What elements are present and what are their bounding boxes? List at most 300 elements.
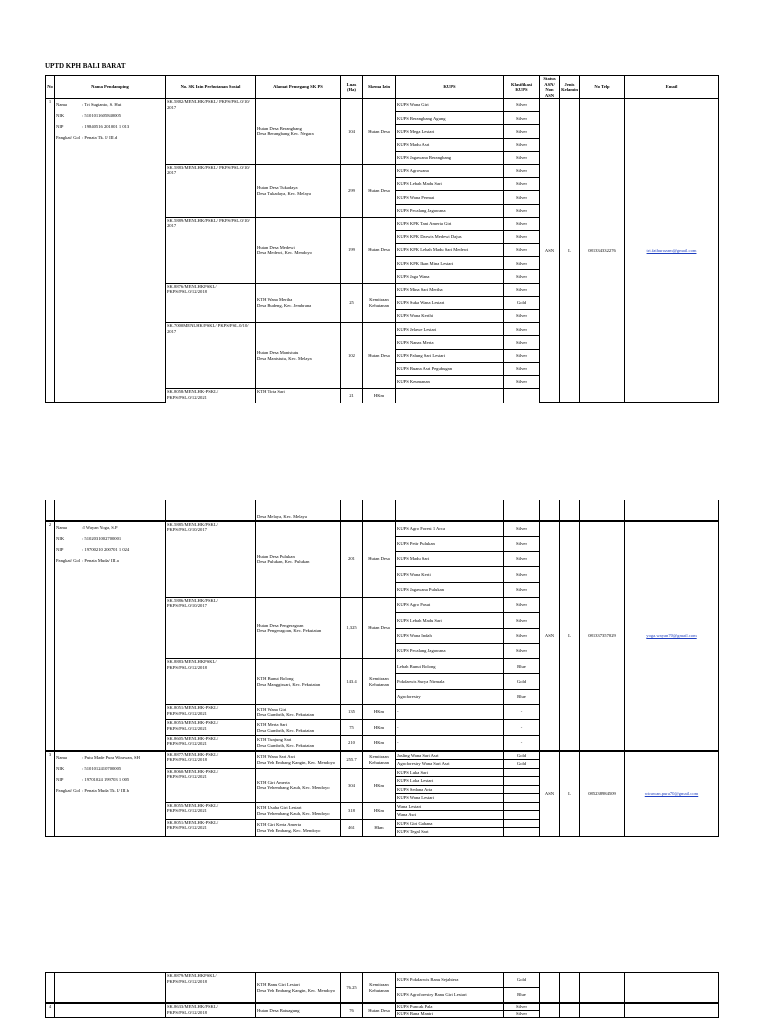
kups-class: Silver [504, 191, 540, 204]
kups-class: Blue [504, 659, 540, 674]
column-header: No Telp [580, 76, 625, 99]
row-number: 1 [46, 99, 55, 403]
header-row [46, 76, 719, 99]
kups-name: KUPS Buana Asri Pegubugan [396, 362, 504, 375]
kups-name: - [396, 735, 504, 750]
continuation-table [45, 500, 719, 521]
alamat-name: Hutan Desa Batuagung [257, 1007, 300, 1013]
kups-class: Silver [504, 99, 540, 112]
kups-class [504, 768, 540, 777]
alamat-desa: Desa Gumbrih, Kec. Pekutatan [257, 727, 315, 733]
kups-name: KUPS Nanas Merta [396, 336, 504, 349]
skema-cell: HKm [363, 389, 396, 403]
pendamping-cell [55, 973, 166, 1003]
skema-cell: Hutan Desa [363, 323, 396, 389]
kups-class: Silver [504, 151, 540, 164]
skema-cell: Kemitraan Kehutanan [363, 659, 396, 705]
column-header: No. SK Izin Perhutanan Sosial [166, 76, 256, 99]
luas-cell: 201 [341, 521, 363, 597]
sk-number: SK.8605/MENLHK-PSKL/ PKPS/PSL.0/12/2021 [166, 735, 256, 750]
phone-cell: 081334332276 [580, 99, 625, 403]
pendamping-line [56, 533, 164, 544]
phone-cell: 081337357029 [580, 521, 625, 750]
luas-cell: 1,325 [341, 597, 363, 658]
pendamping-label: NIP [56, 546, 64, 552]
kups-name: KUPS Tegal Sari [396, 828, 504, 837]
row-number: 2 [46, 521, 55, 750]
empty-cell [625, 500, 719, 520]
kups-name: KUPS KPK Darwis Medewi Dajus [396, 230, 504, 243]
sk-number: SK.8058/MENLHK-PSKL/ PKPS/PSL.0/12/2021 [166, 389, 256, 403]
kups-name: KUPS Wana Kerthi [396, 310, 504, 323]
skema-cell: Kemitraan Kehutanan [363, 973, 396, 1003]
luas-cell: 25 [341, 283, 363, 323]
alamat-name: KTH Banu Giri Lestari [257, 982, 300, 987]
kups-class: Blue [504, 689, 540, 704]
luas-cell: 299 [341, 164, 363, 217]
pendamping-cell [55, 521, 166, 750]
kups-name: KUPS KPK Ikan Mina Lestari [396, 257, 504, 270]
empty-cell [396, 500, 504, 520]
alamat-cell [256, 99, 341, 165]
empty-cell [341, 500, 363, 520]
kups-class: Gold [504, 296, 540, 309]
kups-class: Silver [504, 270, 540, 283]
status-cell: ASN [540, 99, 560, 403]
pendamping-label: Pangkat/ Gol [56, 557, 81, 563]
kups-name: KUPS Puncak Pala [396, 1004, 504, 1011]
pendamping-value: : Putu Made Pura Wirawan, SH [82, 754, 140, 760]
empty-cell [580, 500, 625, 520]
gender-cell: L [560, 99, 580, 403]
pendamping-label: Nama [56, 524, 67, 530]
alamat-cell [256, 735, 341, 750]
kups-name: KUPS Bana Mantri [396, 1011, 504, 1018]
alamat-cell [256, 164, 341, 217]
kups-table [45, 751, 719, 837]
empty-cell [504, 500, 540, 520]
kups-class: - [504, 720, 540, 735]
pendamping-line [56, 544, 164, 555]
alamat-desa: Desa Yeh Embang Kangin, Kec. Mendoyo [257, 759, 336, 765]
sk-number: SK.5889/MENLHK/PSKL/ PKPS/PSL.0/10/ 2017 [166, 217, 256, 283]
pendamping-info [56, 522, 164, 566]
alamat-name: KTH Wana Sari Asri [257, 754, 296, 760]
empty-cell [46, 500, 55, 520]
luas-cell: 143.4 [341, 659, 363, 705]
column-header: Nama Pendamping [55, 76, 166, 99]
sk-number: SK.8051/MENLHK-PSKL/ PKPS/PSL.0/12/2021 [166, 819, 256, 836]
kups-class: Silver [504, 375, 540, 388]
alamat-cell [256, 705, 341, 720]
sk-number: SK.8879/MENLHKPSKL/ PKPS/PSL.0/12/2018 [166, 973, 256, 1003]
kups-name: KUPS Lebah Madu Sari [396, 178, 504, 191]
email-cell [625, 973, 719, 1003]
pendamping-label: NIK [56, 113, 65, 119]
alamat-cell [256, 768, 341, 802]
alamat-name: KTH Tirta Sari [256, 389, 341, 403]
skema-cell: Hutan Desa [363, 99, 396, 165]
pendamping-label: Pangkat/ Gol [56, 788, 81, 793]
kups-class: Silver [504, 164, 540, 177]
table-row [46, 973, 719, 988]
email-cell [625, 751, 719, 836]
gender-cell [560, 973, 580, 1003]
pendamping-value: : 19700210 200701 1 024 [82, 546, 130, 552]
kups-name: Pokdarwis Surya Nirmala [396, 674, 504, 689]
column-header: KUPS [396, 76, 504, 99]
alamat-desa: Desa Tukadaya, Kec. Melaya [257, 190, 311, 196]
alamat-cell [256, 1004, 341, 1018]
pendamping-cell [55, 99, 166, 403]
alamat-cell [256, 659, 341, 705]
alamat-name: KTH Wana Giri [257, 706, 287, 712]
pendamping-label: Pangkat/ Gol [56, 135, 81, 141]
kups-name: KUPS Madu Asri [396, 138, 504, 151]
empty-cell [540, 500, 560, 520]
alamat-cell [256, 973, 341, 1003]
kups-name: KUPS Petir Pulukan [396, 536, 504, 551]
kups-class: Silver [504, 323, 540, 336]
kups-class: Silver [504, 178, 540, 191]
table-row [46, 1004, 719, 1011]
sk-number: SK.5882/MENLHK/PSKL/ PKPS/PSL.0/10/ 2017 [166, 99, 256, 165]
luas-cell: 76 [341, 1004, 363, 1018]
kups-class [504, 785, 540, 794]
alamat-desa: Desa Gumbrih, Kec. Pekutatan [257, 712, 315, 718]
pendamping-value: : Penata Muda Tk. I/ III.b [82, 788, 129, 793]
kups-name: KUPS Mina Sari Mertha [396, 283, 504, 296]
alamat-desa: Desa Yeh Embang, Kec. Mendoyo [257, 827, 321, 833]
table-row [46, 751, 719, 760]
status-cell: ASN [540, 751, 560, 836]
pendamping-line [56, 522, 164, 533]
pendamping-value: : Tri Sugianto, S. Hut [82, 102, 122, 107]
kups-name: KUPS Wana Giri [396, 99, 504, 112]
kups-class: Gold [504, 674, 540, 689]
empty-cell [166, 500, 256, 520]
column-header: Skema Izin [363, 76, 396, 99]
kups-class [504, 828, 540, 837]
kups-table [45, 972, 719, 1003]
kups-class: Silver [504, 613, 540, 628]
kups-class [504, 777, 540, 786]
alamat-desa: Desa Budeng, Kec. Jembrana [257, 302, 312, 308]
kups-name: KUPS Jaga Wana [396, 270, 504, 283]
kups-class: Silver [504, 310, 540, 323]
pendamping-line [56, 785, 164, 796]
alamat-cell [256, 802, 341, 819]
kups-name: Jasling Wana Sari Asri [396, 751, 504, 760]
kups-name: Agroforestry Wana Sari Asri [396, 760, 504, 769]
pendamping-value: : 19701024 199703 1 005 [82, 776, 130, 782]
kups-class: Silver [504, 643, 540, 658]
skema-cell: Hutan Desa [363, 521, 396, 597]
kups-class: Gold [504, 751, 540, 760]
column-header: Klasifikasi KUPS [504, 76, 540, 99]
kups-class: - [504, 735, 540, 750]
kups-class: Silver [504, 521, 540, 536]
kups-name: KUPS KPK Lebah Madu Sari Medewi [396, 244, 504, 257]
alamat-cell [256, 217, 341, 283]
gender-cell [560, 1004, 580, 1018]
column-header: Email [625, 76, 719, 99]
alamat-name: KTH Usaha Giri Lestari [257, 805, 302, 811]
table-row [46, 99, 719, 112]
kups-name: KUPS Pokdarwis Banu Sejahtera [396, 973, 504, 988]
kups-name: Wana Asri [396, 811, 504, 820]
skema-cell: HKm [363, 735, 396, 750]
kups-name: KUPS Palung Sari Lestari [396, 349, 504, 362]
alamat-cell [256, 720, 341, 735]
kups-name: KUPS Agroforestry Banu Giri Lestari [396, 988, 504, 1003]
alamat-cell [256, 819, 341, 836]
alamat-desa: Desa Yeh Embang Kangin, Kec. Mendoyo [257, 987, 336, 993]
table-row [46, 521, 719, 536]
alamat-cell [256, 597, 341, 658]
alamat-name: Hutan Desa Pulukan [257, 553, 295, 559]
pendamping-line [56, 774, 164, 785]
kups-class: Silver [504, 336, 540, 349]
pendamping-label: NIP [56, 776, 64, 782]
column-header: Luas (Ha) [341, 76, 363, 99]
kups-name: KUPS Jagawana Berangbang [396, 151, 504, 164]
pendamping-line [56, 110, 164, 121]
kups-name: KUPS Suka Wana Lestari [396, 296, 504, 309]
kups-class: Silver [504, 552, 540, 567]
continuation-row [46, 500, 719, 520]
sk-number: SK.8883/MENLHKPSKL/ PKPS/PSL.0/12/2018 [166, 659, 256, 705]
kups-class: Silver [504, 257, 540, 270]
pendamping-value: : 5102031002700001 [82, 535, 122, 541]
luas-cell: 104 [341, 99, 363, 165]
column-header: Alamat Pemegang SK PS [256, 76, 341, 99]
pendamping-info [56, 752, 164, 796]
kups-table [45, 75, 719, 403]
email-cell [625, 99, 719, 403]
kups-table [45, 521, 719, 751]
table-section-1 [45, 75, 718, 403]
skema-cell: Hkm [363, 819, 396, 836]
sk-number: SK.8055/MENLHK-PSKL/ PKPS/PSL.0/12/2021 [166, 802, 256, 819]
sk-number: SK.5883/MENLHK/PSKL/ PKPS/PSL.0/10/ 2017 [166, 164, 256, 217]
luas-cell: 75 [341, 720, 363, 735]
alamat-desa: Desa Yehembang Kauh, Kec. Mendoyo [257, 810, 330, 816]
alamat-desa: Desa Medewi, Kec. Mendoyo [257, 250, 312, 256]
skema-cell: Hutan Desa [363, 217, 396, 283]
sk-number: SK.8876/MENLHKPSKL/ PKPS/PSL.0/12/2018 [166, 283, 256, 323]
luas-cell: 76.25 [341, 973, 363, 1003]
alamat-name: Hutan Desa Manistutu [257, 350, 299, 356]
pendamping-value: : 19840516 201001 1 013 [82, 124, 130, 130]
email-cell [625, 1004, 719, 1018]
pendamping-label: Nama [56, 102, 67, 107]
skema-cell: HKm [363, 705, 396, 720]
alamat-cell [256, 323, 341, 389]
luas-cell: 255.7 [341, 751, 363, 768]
kups-name: - [396, 720, 504, 735]
alamat-desa: Desa Manggissari, Kec. Pekutatan [257, 681, 321, 687]
table-section-3 [45, 972, 718, 1018]
alamat-name: KTH Wana Mertha [257, 297, 293, 303]
gender-cell: L [560, 751, 580, 836]
kups-name: KUPS Lebah Madu Sari [396, 613, 504, 628]
alamat-desa: Desa Yehembang Kauh, Kec. Mendoyo [257, 785, 330, 791]
pendamping-cell [55, 1004, 166, 1018]
luas-cell: 21 [341, 389, 363, 403]
pendamping-value: : 5101012410700005 [82, 765, 122, 771]
alamat-name: KTH Giri Amerta [257, 779, 290, 785]
kups-class [504, 794, 540, 803]
column-header: Jenis Kelamin [560, 76, 580, 99]
pendamping-line [56, 555, 164, 566]
column-header: Status ASN/ Non ASN [540, 76, 560, 99]
email-cell [625, 521, 719, 750]
kups-class [504, 811, 540, 820]
kups-class: Silver [504, 138, 540, 151]
pendamping-line [56, 752, 164, 763]
pendamping-cell [55, 751, 166, 836]
kups-name: KUPS Madu Sari [396, 552, 504, 567]
kups-class: Silver [504, 536, 540, 551]
skema-cell: Kemitraan Kehutanan [363, 283, 396, 323]
kups-class: - [504, 705, 540, 720]
alamat-cell [256, 751, 341, 768]
skema-cell: Kemitraan Kehutanan [363, 751, 396, 768]
pendamping-label: Nama [56, 754, 67, 760]
pendamping-value: : 5101011605840005 [82, 113, 122, 119]
email-link[interactable]: yoga.wayan70@gmail.com [646, 632, 697, 638]
skema-cell: HKm [363, 720, 396, 735]
sk-number: SK.7000MENLHK/PSKL/ PKPS/PSL.0/10/ 2017 [166, 323, 256, 389]
kups-class: Silver [504, 125, 540, 138]
alamat-name: Hutan Desa Pengeragoan [257, 622, 304, 628]
page-title: UPTD KPH BALI BARAT [45, 62, 126, 70]
pendamping-line [56, 763, 164, 774]
kups-name: KUPS Jagawana Pulukan [396, 582, 504, 597]
alamat-name: Hutan Desa Berangbang [257, 125, 302, 131]
kups-class: Silver [504, 244, 540, 257]
kups-table [45, 1003, 719, 1018]
sk-number: SK.8633/MENLHK/PSKL/ PKPS/PSL.0/12/2018 [166, 1004, 256, 1018]
sk-number: SK.8877/MENLHK-PSKL/ PKPS/PSL.0/12/2018 [166, 751, 256, 768]
luas-cell: 304 [341, 768, 363, 802]
luas-cell: 318 [341, 802, 363, 819]
alamat-desa: Desa Berangbang Kec. Negara [257, 131, 314, 137]
phone-cell [580, 1004, 625, 1018]
alamat-desa: Desa Gumbrih, Kec. Pekutatan [257, 742, 315, 748]
kups-class: Silver [504, 283, 540, 296]
alamat-desa: Desa Melaya, Kec. Melaya [256, 500, 341, 520]
phone-cell: 085238984509 [580, 751, 625, 836]
table-section-2 [45, 500, 718, 837]
kups-class: Silver [504, 362, 540, 375]
pendamping-label: NIP [56, 124, 64, 130]
sk-number: SK.8060/MENLHK-PSKL/ PKPS/PSL.0/12/2021 [166, 768, 256, 802]
kups-class: Silver [504, 349, 540, 362]
column-header: No [46, 76, 55, 99]
kups-name: Lebah Bunut Bolong [396, 659, 504, 674]
pendamping-line [56, 132, 164, 143]
empty-cell [55, 500, 166, 520]
kups-class: Blue [504, 988, 540, 1003]
kups-name: KUPS KPK Tani Amerta Giri [396, 217, 504, 230]
sk-number: SK.5886/MENLHK/PSKL/ PKPS/PSL.0/10/2017 [166, 597, 256, 658]
alamat-cell [256, 283, 341, 323]
kups-name: Agroforestry [396, 689, 504, 704]
pendamping-value: : Penata Muda/ III.a [82, 557, 119, 563]
alamat-desa: Desa Pengeragoan, Kec. Pekutatan [257, 628, 322, 634]
email-link[interactable]: tri.fathurozam@gmail.com [646, 247, 697, 253]
status-cell [540, 973, 560, 1003]
kups-name: KUPS Sedana Arta [396, 785, 504, 794]
kups-name [396, 389, 504, 403]
pendamping-line [56, 121, 164, 132]
skema-cell: HKm [363, 768, 396, 802]
kups-class: Silver [504, 217, 540, 230]
luas-cell: 210 [341, 735, 363, 750]
empty-cell [560, 500, 580, 520]
row-number: 3 [46, 751, 55, 836]
kups-class [504, 389, 540, 403]
kups-name: KUPS Berangbang Agung [396, 112, 504, 125]
luas-cell: 199 [341, 217, 363, 283]
kups-class: Silver [504, 597, 540, 612]
kups-name: KUPS Agrowana [396, 164, 504, 177]
pendamping-value: :I Wayan Yoga, S.P [82, 524, 118, 530]
alamat-name: KTH Tunjung Sari [257, 737, 292, 743]
phone-cell [580, 973, 625, 1003]
kups-name: KUPS Wana Kerti [396, 567, 504, 582]
status-cell: ASN [540, 521, 560, 750]
kups-name: KUPS Pecalang Jagawana [396, 204, 504, 217]
kups-name: KUPS Giri Gahana [396, 819, 504, 828]
kups-name: - [396, 705, 504, 720]
alamat-name: KTH Merta Sari [257, 722, 288, 727]
pendamping-label: NIK [56, 765, 65, 771]
status-cell [540, 1004, 560, 1018]
pendamping-line [56, 99, 164, 110]
alamat-name: KTH Giri Kerta Amerta [257, 822, 302, 828]
alamat-desa: Desa Manistutu, Kec. Melaya [257, 355, 312, 361]
kups-class: Silver [504, 1011, 540, 1018]
alamat-name: Hutan Desa Tukadaya [257, 185, 298, 191]
kups-class: Silver [504, 582, 540, 597]
kups-name: KUPS Luka Sari [396, 768, 504, 777]
empty-cell [363, 500, 396, 520]
kups-name: KUPS Jelawe Lestari [396, 323, 504, 336]
kups-name: KUPS Mega Lestari [396, 125, 504, 138]
pendamping-info [56, 99, 164, 143]
skema-cell: Hutan Desa [363, 1004, 396, 1018]
email-link[interactable]: wirawan.pura70@gmail.com [644, 791, 699, 797]
kups-class: Silver [504, 112, 540, 125]
kups-name: KUPS Agro Pasut [396, 597, 504, 612]
kups-name: KUPS Keumanan [396, 375, 504, 388]
kups-class: Gold [504, 973, 540, 988]
skema-cell: HKm [363, 802, 396, 819]
alamat-desa: Desa Pulukan, Kec. Pulukan [257, 559, 310, 565]
sk-number: SK.8051/MENLHK-PSKL/ PKPS/PSL.0/12/2021 [166, 705, 256, 720]
kups-name: KUPS Wana Lestari [396, 794, 504, 803]
kups-name: Wana Lestari [396, 802, 504, 811]
alamat-name: Hutan Desa Medewi [257, 244, 295, 250]
luas-cell: 135 [341, 705, 363, 720]
kups-name: KUPS Wana Permai [396, 191, 504, 204]
alamat-cell [256, 521, 341, 597]
luas-cell: 102 [341, 323, 363, 389]
kups-class: Silver [504, 204, 540, 217]
